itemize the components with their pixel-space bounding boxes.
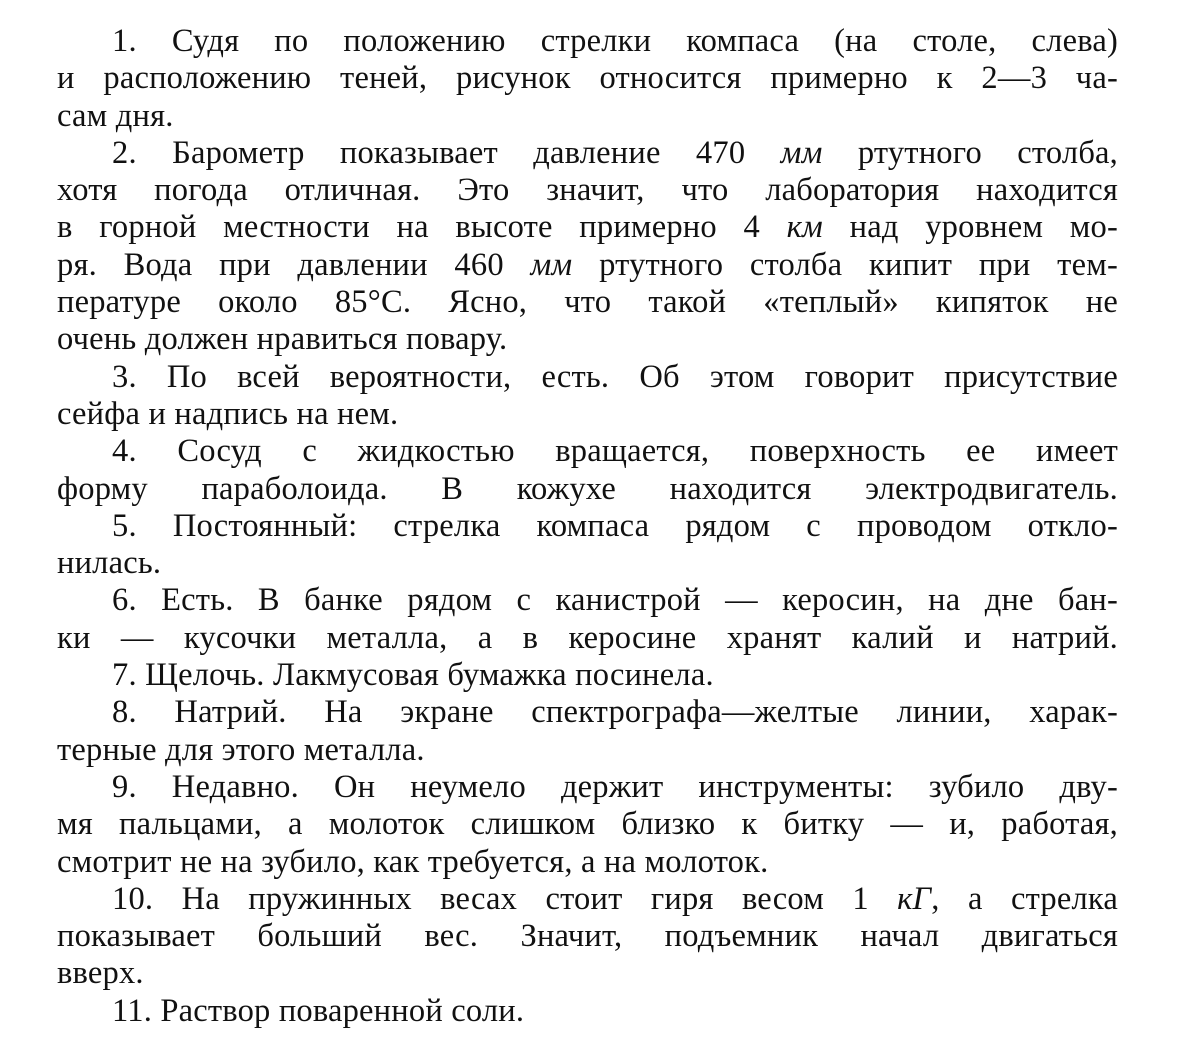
- text-segment: ки — кусочки металла, а в керосине хранят калий и натрий.: [57, 619, 1118, 656]
- answer-paragraph: [57, 993, 1118, 1030]
- text-line: [57, 694, 1118, 731]
- text-segment: 5. Постоянный: стрелка компаса рядом с проводом откло-: [112, 507, 1118, 544]
- text-line: [57, 508, 1118, 545]
- text-segment: 9. Недавно. Он неумело держит инструменты: зубило дву-: [112, 768, 1118, 805]
- text-line: [57, 620, 1118, 657]
- answer-paragraph: [57, 694, 1118, 769]
- text-segment: 10. На пружинных весах стоит гиря весом 1: [112, 880, 898, 917]
- unit-italic: км: [786, 209, 823, 246]
- text-segment: ря. Вода при давлении 460: [57, 246, 531, 283]
- text-segment: над уровнем мо-: [822, 209, 1118, 246]
- text-segment: 1. Судя по положению стрелки компаса (на столе, слева): [112, 23, 1118, 59]
- text-segment: очень должен нравиться повару.: [57, 321, 508, 358]
- answers-page: [57, 23, 1118, 1030]
- text-line: [57, 23, 1118, 60]
- text-line: [57, 993, 1118, 1030]
- text-line: [57, 396, 1118, 433]
- text-line: [57, 135, 1118, 172]
- text-segment: нилась.: [57, 545, 162, 582]
- text-line: [57, 844, 1118, 881]
- text-segment: 8. Натрий. На экране спектрографа—желтые линии, харак-: [112, 694, 1118, 731]
- answer-paragraph: [57, 135, 1118, 359]
- text-line: [57, 209, 1118, 246]
- unit-italic: мм: [530, 246, 573, 283]
- text-line: [57, 657, 1118, 694]
- unit-italic: мм: [780, 134, 823, 171]
- text-line: [57, 769, 1118, 806]
- text-segment: в горной местности на высоте примерно 4: [57, 209, 787, 246]
- text-segment: хотя погода отличная. Это значит, что лаборатория находится: [57, 172, 1118, 209]
- text-segment: 3. По всей вероятности, есть. Об этом говорит присутствие: [112, 358, 1118, 395]
- text-line: [57, 98, 1118, 135]
- text-segment: показывает больший вес. Значит, подъемник начал двигаться: [57, 918, 1118, 955]
- text-line: [57, 881, 1118, 918]
- text-segment: ртутного столба кипит при тем-: [572, 246, 1118, 283]
- text-segment: , а стрелка: [931, 880, 1118, 917]
- answer-paragraph: [57, 657, 1118, 694]
- text-line: [57, 60, 1118, 97]
- text-segment: 4. Сосуд с жидкостью вращается, поверхность ее имеет: [112, 433, 1118, 470]
- text-line: [57, 172, 1118, 209]
- text-segment: смотрит не на зубило, как требуется, а на молоток.: [57, 843, 769, 880]
- text-line: [57, 247, 1118, 284]
- answer-paragraph: [57, 23, 1118, 135]
- text-segment: сейфа и надпись на нем.: [57, 395, 399, 432]
- text-line: [57, 918, 1118, 955]
- text-line: [57, 321, 1118, 358]
- text-segment: сам дня.: [57, 97, 174, 134]
- text-line: [57, 582, 1118, 619]
- text-segment: ртутного столба,: [822, 134, 1119, 171]
- text-line: [57, 545, 1118, 582]
- answer-paragraph: [57, 508, 1118, 583]
- answer-paragraph: [57, 881, 1118, 993]
- text-line: [57, 284, 1118, 321]
- answer-paragraph: [57, 359, 1118, 434]
- text-segment: 2. Барометр показывает давление 470: [112, 134, 781, 171]
- text-segment: вверх.: [57, 955, 144, 992]
- text-segment: форму параболоида. В кожухе находится электродвигатель.: [57, 470, 1118, 507]
- text-line: [57, 806, 1118, 843]
- text-segment: 11. Раствор поваренной соли.: [112, 992, 525, 1029]
- answer-paragraph: [57, 769, 1118, 881]
- text-line: [57, 732, 1118, 769]
- text-segment: терные для этого металла.: [57, 731, 425, 768]
- text-segment: мя пальцами, а молоток слишком близко к битку — и, работая,: [57, 806, 1118, 843]
- answer-paragraph: [57, 582, 1118, 657]
- answer-paragraph: [57, 433, 1118, 508]
- text-line: [57, 471, 1118, 508]
- text-segment: пературе около 85°С. Ясно, что такой «теплый» кипяток не: [57, 284, 1118, 321]
- unit-italic: кГ: [897, 880, 932, 917]
- text-segment: 7. Щелочь. Лакмусовая бумажка посинела.: [112, 657, 714, 694]
- text-line: [57, 955, 1118, 992]
- text-segment: и расположению теней, рисунок относится примерно к 2—3 ча-: [57, 60, 1118, 97]
- text-line: [57, 433, 1118, 470]
- text-segment: 6. Есть. В банке рядом с канистрой — керосин, на дне бан-: [112, 582, 1118, 619]
- text-line: [57, 359, 1118, 396]
